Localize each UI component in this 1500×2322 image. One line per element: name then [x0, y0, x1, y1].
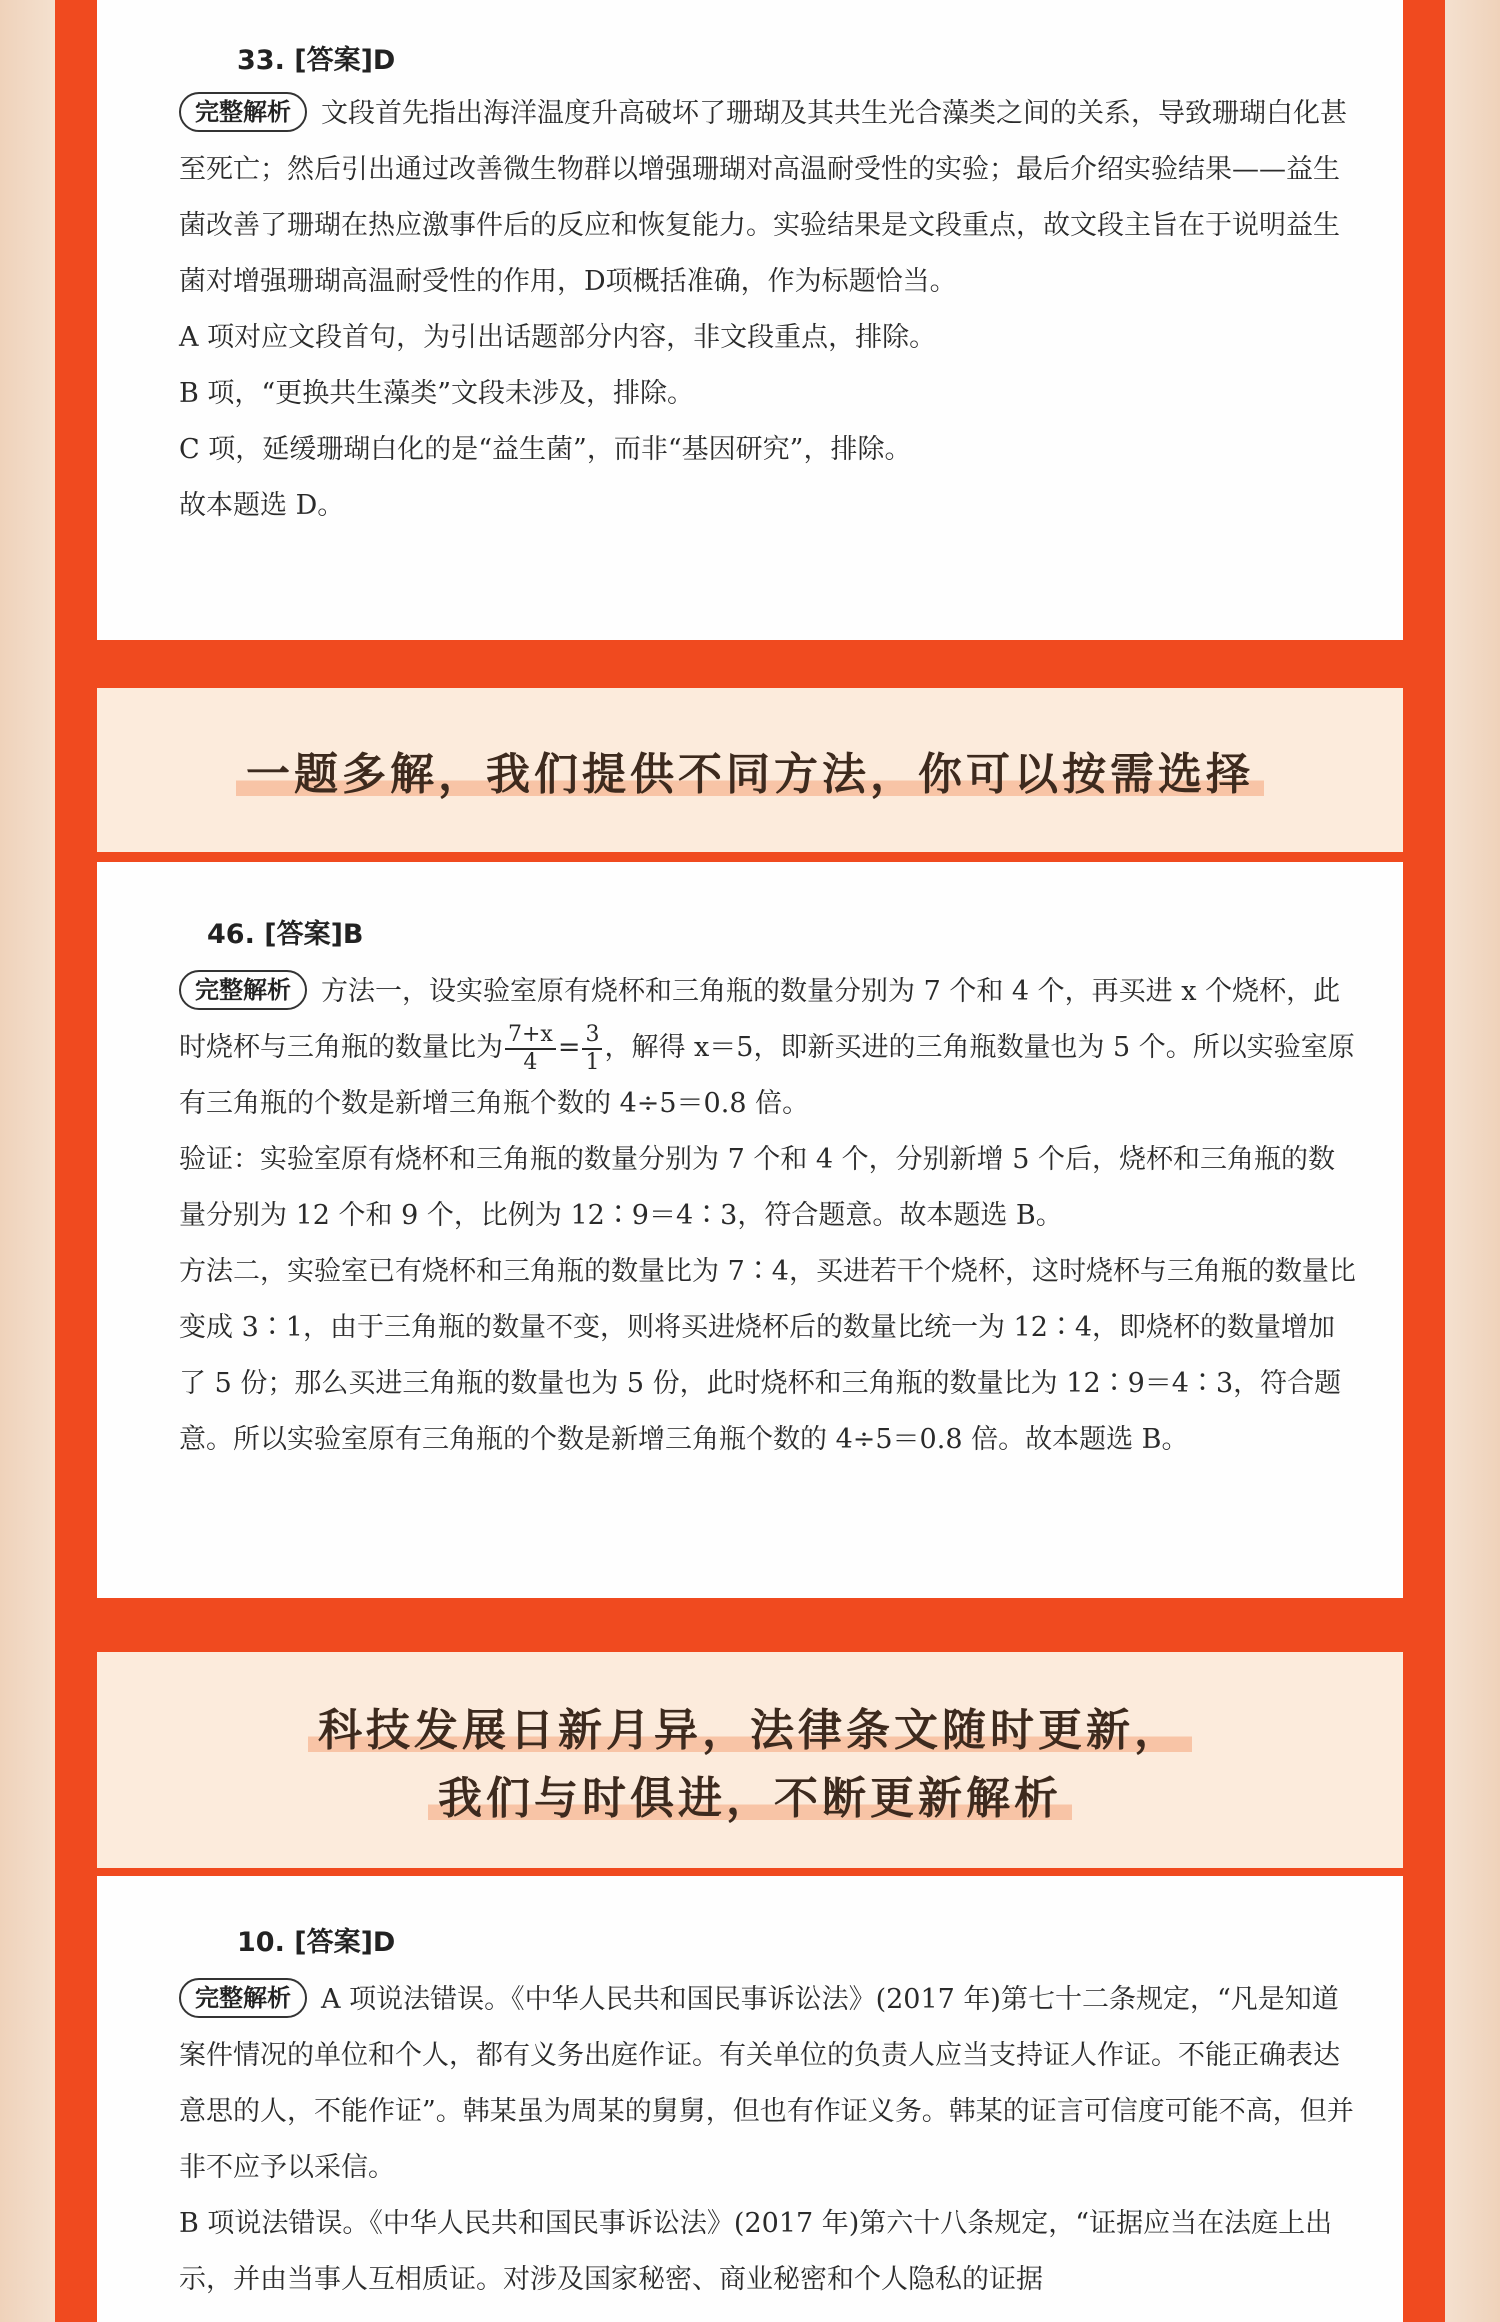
analysis-body	[179, 1972, 1359, 2308]
question-heading: 46. [答案]B	[207, 919, 364, 950]
analysis-paragraph: A 项对应文段首句，为引出话题部分内容，非文段重点，排除。	[179, 322, 937, 353]
analysis-body	[179, 86, 1359, 534]
analysis-tag: 完整解析	[179, 970, 307, 1010]
analysis-paragraph: B 项，“更换共生藻类”文段未涉及，排除。	[179, 378, 695, 409]
banner-line-2: 我们与时俱进，不断更新解析	[97, 1762, 1403, 1826]
equals-sign: =	[557, 1032, 581, 1063]
orange-frame	[55, 0, 1445, 2322]
verification-paragraph: 验证：实验室原有烧杯和三角瓶的数量分别为 7 个和 4 个，分别新增 5 个后，烧杯和三角瓶的数量分别为 12 个和 9 个，比例为 12∶9＝4∶3，符合题意。故本题选 B。	[179, 1144, 1336, 1231]
question-heading: 33. [答案]D	[237, 45, 396, 76]
fraction-7x-over-4: $\frac{7+x}{4}$	[505, 1022, 556, 1076]
analysis-body	[179, 964, 1359, 1468]
method-one-text: 方法一，设实验室原有烧杯和三角瓶的数量分别为 7 个和 4 个，再买进 x 个烧杯，此时烧杯与三角瓶的数量比为	[179, 976, 1341, 1063]
analysis-paragraph: B 项说法错误。《中华人民共和国民事诉讼法》(2017 年)第六十八条规定，“证据应当在法庭上出示，并由当事人互相质证。对涉及国家秘密、商业秘密和个人隐私的证据	[179, 2208, 1333, 2295]
analysis-paragraph: A 项说法错误。《中华人民共和国民事诉讼法》(2017 年)第七十二条规定，“凡是知道案件情况的单位和个人，都有义务出庭作证。有关单位的负责人应当支持证人作证。不能正确表达意思的人，不能作证”。韩某虽为周某的舅舅，但也有作证义务。韩某的证言可信度可能不高，但并非不应予以采信。	[179, 1984, 1354, 2183]
answer-card-10	[97, 1876, 1403, 2322]
banner-title: 一题多解，我们提供不同方法，你可以按需选择	[97, 738, 1403, 802]
fraction-3-over-1: $\frac{3}{1}$	[582, 1022, 602, 1076]
banner-law-updates	[97, 1652, 1403, 1868]
analysis-tag: 完整解析	[179, 1978, 307, 2018]
method-two-paragraph: 方法二，实验室已有烧杯和三角瓶的数量比为 7∶4，买进若干个烧杯，这时烧杯与三角瓶的数量比变成 3∶1，由于三角瓶的数量不变，则将买进烧杯后的数量比统一为 12∶4，即烧杯的数量增加了 5 份；那么买进三角瓶的数量也为 5 份，此时烧杯和三角瓶的数量比为 12∶9＝4∶3，符合题意。所以实验室原有三角瓶的个数是新增三角瓶个数的 4÷5＝0.8 倍。故本题选 B。	[179, 1256, 1356, 1455]
answer-card-46	[97, 862, 1403, 1598]
analysis-paragraph: 文段首先指出海洋温度升高破坏了珊瑚及其共生光合藻类之间的关系，导致珊瑚白化甚至死亡；然后引出通过改善微生物群以增强珊瑚对高温耐受性的实验；最后介绍实验结果——益生菌改善了珊瑚在热应激事件后的反应和恢复能力。实验结果是文段重点，故文段主旨在于说明益生菌对增强珊瑚高温耐受性的作用，D项概括准确，作为标题恰当。	[179, 98, 1347, 297]
banner-line-1: 科技发展日新月异，法律条文随时更新，	[97, 1694, 1403, 1758]
method-one-text-cont: ，解得 x＝5，即新买进的三角瓶数量也为 5 个。所以实验室原有三角瓶的个数是新增三角瓶个数的 4÷5＝0.8 倍。	[179, 1032, 1355, 1119]
question-heading: 10. [答案]D	[237, 1927, 396, 1958]
banner-multiple-methods	[97, 688, 1403, 852]
analysis-paragraph: 故本题选 D。	[179, 490, 345, 521]
answer-card-33	[97, 0, 1403, 640]
analysis-tag: 完整解析	[179, 92, 307, 132]
analysis-paragraph: C 项，延缓珊瑚白化的是“益生菌”，而非“基因研究”，排除。	[179, 434, 912, 465]
